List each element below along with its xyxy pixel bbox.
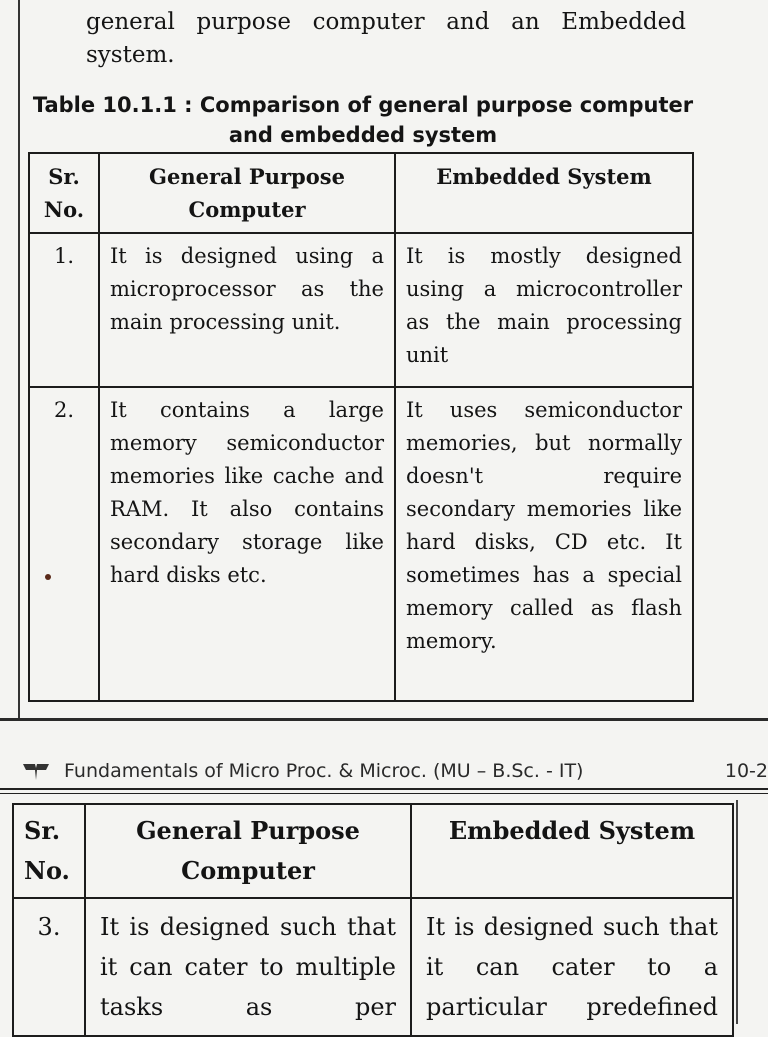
table-row [13,898,733,1036]
table-header-row [13,804,733,898]
row-number: 3. [13,898,85,1036]
gpc-cell: It is designed such that it can cater to multiple tasks as per [85,898,411,1036]
header-embedded-system: Embedded System [395,153,693,233]
publisher-logo-icon [22,762,50,782]
page-left-border [18,0,20,720]
page-right-border [736,800,738,1024]
comparison-table-continued [12,803,734,1037]
intro-paragraph: general purpose computer and an Embedded system. [86,9,686,68]
table-caption: Table 10.1.1 : Comparison of general purpose computer and embedded system [32,93,694,147]
page-reference: 10-2 [724,760,768,782]
book-title: Fundamentals of Micro Proc. & Microc. (MU – B.Sc. - IT) [64,760,584,782]
footer-rule [0,788,768,790]
header-general-purpose-computer: General Purpose Computer [99,153,395,233]
es-cell: It is mostly designed using a microcontroller as the main processing unit [395,233,693,387]
header-embedded-system: Embedded System [411,804,733,898]
table-row [29,233,693,387]
row-number: 1. [29,233,99,387]
header-sr-no: Sr. No. [29,153,99,233]
table-row [29,387,693,701]
es-cell: It is designed such that it can cater to a particular predefined [411,898,733,1036]
row-number: 2. [29,387,99,701]
es-cell: It uses semiconductor memories, but normally doesn't require secondary memories like hard disks, CD etc. It sometimes has a special memory called as flash memory. [395,387,693,701]
table-header-row [29,153,693,233]
gpc-cell: It contains a large memory semiconductor memories like cache and RAM. It also contains secondary storage like hard disks etc. [99,387,395,701]
page-bottom-edge [0,718,768,721]
header-general-purpose-computer: General Purpose Computer [85,804,411,898]
running-footer [22,760,768,782]
gpc-cell: It is designed using a microprocessor as the main processing unit. [99,233,395,387]
comparison-table [28,152,694,702]
header-sr-no: Sr. No. [13,804,85,898]
ink-dot [45,574,51,580]
footer-rule-thin [0,793,768,794]
